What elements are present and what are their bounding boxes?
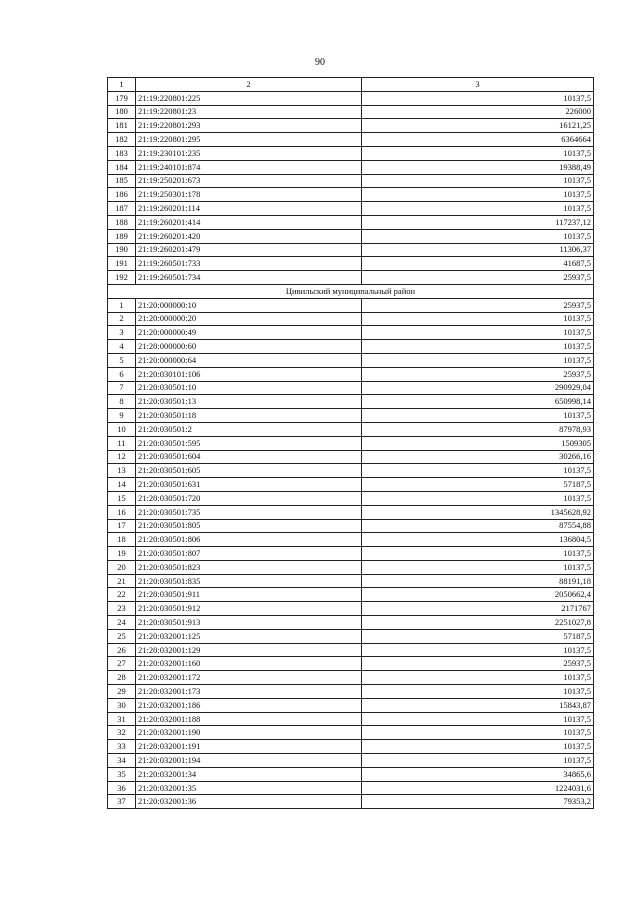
table-row (108, 395, 594, 409)
row-number: 183 (108, 146, 136, 160)
row-number: 10 (108, 422, 136, 436)
cadastral-value: 10137,5 (362, 491, 594, 505)
row-number: 11 (108, 436, 136, 450)
cadastral-value: 25937,5 (362, 367, 594, 381)
cadastral-value: 10137,5 (362, 188, 594, 202)
cadastral-number: 21:20:030501:605 (136, 464, 362, 478)
cadastral-value: 10137,5 (362, 91, 594, 105)
table-row (108, 340, 594, 354)
cadastral-value: 25937,5 (362, 657, 594, 671)
table-row (108, 560, 594, 574)
cadastral-value: 10137,5 (362, 202, 594, 216)
table-row (108, 202, 594, 216)
cadastral-number: 21:20:032001:160 (136, 657, 362, 671)
cadastral-number: 21:20:030501:720 (136, 491, 362, 505)
cadastral-value: 10137,5 (362, 740, 594, 754)
table-row (108, 671, 594, 685)
cadastral-number: 21:20:032001:129 (136, 643, 362, 657)
cadastral-value: 10137,5 (362, 312, 594, 326)
cadastral-value: 1224031,6 (362, 781, 594, 795)
row-number: 34 (108, 754, 136, 768)
cadastral-number: 21:20:030501:913 (136, 616, 362, 630)
cadastral-value: 15843,87 (362, 698, 594, 712)
table-header-row (108, 78, 594, 92)
row-number: 24 (108, 616, 136, 630)
cadastral-number: 21:20:030101:106 (136, 367, 362, 381)
cadastral-number: 21:20:000000:20 (136, 312, 362, 326)
row-number: 182 (108, 133, 136, 147)
table-row (108, 519, 594, 533)
row-number: 27 (108, 657, 136, 671)
row-number: 13 (108, 464, 136, 478)
row-number: 6 (108, 367, 136, 381)
table-row (108, 478, 594, 492)
section-title: Цивильский муниципальный район (108, 284, 594, 298)
table-row (108, 588, 594, 602)
table-row (108, 381, 594, 395)
table-row (108, 685, 594, 699)
row-number: 26 (108, 643, 136, 657)
cadastral-number: 21:20:030501:735 (136, 505, 362, 519)
row-number: 12 (108, 450, 136, 464)
cadastral-value: 87978,93 (362, 422, 594, 436)
cadastral-value-table (107, 77, 594, 809)
row-number: 191 (108, 257, 136, 271)
cadastral-number: 21:20:030501:595 (136, 436, 362, 450)
cadastral-number: 21:20:030501:823 (136, 560, 362, 574)
row-number: 30 (108, 698, 136, 712)
table-row (108, 436, 594, 450)
cadastral-number: 21:20:032001:194 (136, 754, 362, 768)
cadastral-number: 21:19:250201:673 (136, 174, 362, 188)
cadastral-number: 21:20:032001:188 (136, 712, 362, 726)
row-number: 21 (108, 574, 136, 588)
cadastral-value: 10137,5 (362, 174, 594, 188)
cadastral-value: 10137,5 (362, 712, 594, 726)
cadastral-number: 21:20:000000:10 (136, 298, 362, 312)
table-row (108, 726, 594, 740)
cadastral-value: 290929,04 (362, 381, 594, 395)
cadastral-number: 21:20:032001:172 (136, 671, 362, 685)
cadastral-value: 2171767 (362, 602, 594, 616)
cadastral-value: 34865,6 (362, 767, 594, 781)
cadastral-value: 136804,5 (362, 533, 594, 547)
table-row (108, 298, 594, 312)
cadastral-number: 21:20:030501:806 (136, 533, 362, 547)
cadastral-number: 21:19:260501:734 (136, 271, 362, 285)
row-number: 9 (108, 409, 136, 423)
cadastral-number: 21:20:032001:125 (136, 629, 362, 643)
cadastral-value: 226000 (362, 105, 594, 119)
table-row (108, 754, 594, 768)
table-row (108, 422, 594, 436)
table-body (108, 78, 594, 809)
cadastral-number: 21:20:032001:186 (136, 698, 362, 712)
table-row (108, 409, 594, 423)
cadastral-value: 117237,12 (362, 215, 594, 229)
table-row (108, 312, 594, 326)
header-cell-number: 1 (108, 78, 136, 92)
table-row (108, 698, 594, 712)
row-number: 15 (108, 491, 136, 505)
cadastral-value: 10137,5 (362, 326, 594, 340)
cadastral-number: 21:20:000000:60 (136, 340, 362, 354)
cadastral-number: 21:19:240101:874 (136, 160, 362, 174)
row-number: 186 (108, 188, 136, 202)
cadastral-value: 10137,5 (362, 671, 594, 685)
section-header-row (108, 284, 594, 298)
table-row (108, 243, 594, 257)
table-row (108, 464, 594, 478)
cadastral-value: 10137,5 (362, 560, 594, 574)
table-row (108, 505, 594, 519)
cadastral-value: 2251027,8 (362, 616, 594, 630)
table-row (108, 740, 594, 754)
cadastral-number: 21:20:030501:10 (136, 381, 362, 395)
cadastral-value: 650998,14 (362, 395, 594, 409)
table-row (108, 781, 594, 795)
cadastral-number: 21:19:260201:420 (136, 229, 362, 243)
cadastral-number: 21:20:032001:173 (136, 685, 362, 699)
row-number: 28 (108, 671, 136, 685)
cadastral-value: 25937,5 (362, 298, 594, 312)
cadastral-number: 21:20:030501:631 (136, 478, 362, 492)
table-row (108, 602, 594, 616)
table-row (108, 326, 594, 340)
cadastral-value: 10137,5 (362, 146, 594, 160)
row-number: 37 (108, 795, 136, 809)
cadastral-number: 21:20:030501:805 (136, 519, 362, 533)
row-number: 188 (108, 215, 136, 229)
cadastral-number: 21:19:230101:235 (136, 146, 362, 160)
row-number: 185 (108, 174, 136, 188)
cadastral-value: 16121,25 (362, 119, 594, 133)
cadastral-value: 30266,16 (362, 450, 594, 464)
row-number: 190 (108, 243, 136, 257)
cadastral-value: 10137,5 (362, 340, 594, 354)
table-row (108, 795, 594, 809)
cadastral-value: 10137,5 (362, 685, 594, 699)
row-number: 3 (108, 326, 136, 340)
row-number: 18 (108, 533, 136, 547)
cadastral-number: 21:19:220801:23 (136, 105, 362, 119)
table-row (108, 367, 594, 381)
row-number: 5 (108, 353, 136, 367)
cadastral-value: 1509305 (362, 436, 594, 450)
table-row (108, 229, 594, 243)
row-number: 16 (108, 505, 136, 519)
table-row (108, 91, 594, 105)
cadastral-number: 21:19:260201:414 (136, 215, 362, 229)
table-row (108, 629, 594, 643)
cadastral-value: 57187,5 (362, 478, 594, 492)
cadastral-value: 11306,37 (362, 243, 594, 257)
page-number: 90 (315, 57, 325, 68)
row-number: 31 (108, 712, 136, 726)
table-row (108, 712, 594, 726)
table-row (108, 353, 594, 367)
table-row (108, 215, 594, 229)
table-row (108, 105, 594, 119)
cadastral-value: 19388,49 (362, 160, 594, 174)
cadastral-number: 21:20:030501:835 (136, 574, 362, 588)
header-cell-cadastral: 2 (136, 78, 362, 92)
table-row (108, 643, 594, 657)
row-number: 20 (108, 560, 136, 574)
row-number: 7 (108, 381, 136, 395)
row-number: 33 (108, 740, 136, 754)
row-number: 181 (108, 119, 136, 133)
cadastral-value: 25937,5 (362, 271, 594, 285)
row-number: 1 (108, 298, 136, 312)
cadastral-number: 21:19:220801:293 (136, 119, 362, 133)
cadastral-number: 21:20:000000:64 (136, 353, 362, 367)
cadastral-number: 21:20:030501:604 (136, 450, 362, 464)
cadastral-value: 79353,2 (362, 795, 594, 809)
table-row (108, 616, 594, 630)
cadastral-number: 21:19:260201:479 (136, 243, 362, 257)
table-row (108, 547, 594, 561)
cadastral-value: 10137,5 (362, 229, 594, 243)
table-row (108, 257, 594, 271)
row-number: 32 (108, 726, 136, 740)
table-row (108, 767, 594, 781)
table-row (108, 188, 594, 202)
cadastral-value: 57187,5 (362, 629, 594, 643)
row-number: 2 (108, 312, 136, 326)
table-row (108, 119, 594, 133)
cadastral-number: 21:20:000000:49 (136, 326, 362, 340)
cadastral-number: 21:20:032001:34 (136, 767, 362, 781)
header-cell-value: 3 (362, 78, 594, 92)
table-row (108, 491, 594, 505)
table-row (108, 160, 594, 174)
table-row (108, 657, 594, 671)
row-number: 22 (108, 588, 136, 602)
cadastral-value: 10137,5 (362, 547, 594, 561)
cadastral-number: 21:20:030501:912 (136, 602, 362, 616)
cadastral-number: 21:19:220801:225 (136, 91, 362, 105)
row-number: 19 (108, 547, 136, 561)
table-row (108, 174, 594, 188)
table-row (108, 271, 594, 285)
cadastral-number: 21:19:220801:295 (136, 133, 362, 147)
cadastral-number: 21:19:260501:733 (136, 257, 362, 271)
cadastral-value: 10137,5 (362, 643, 594, 657)
row-number: 179 (108, 91, 136, 105)
cadastral-value: 10137,5 (362, 464, 594, 478)
table-row (108, 146, 594, 160)
cadastral-number: 21:20:032001:36 (136, 795, 362, 809)
cadastral-number: 21:20:032001:190 (136, 726, 362, 740)
cadastral-number: 21:20:030501:911 (136, 588, 362, 602)
table-row (108, 533, 594, 547)
row-number: 17 (108, 519, 136, 533)
row-number: 4 (108, 340, 136, 354)
row-number: 184 (108, 160, 136, 174)
cadastral-value: 10137,5 (362, 726, 594, 740)
row-number: 29 (108, 685, 136, 699)
cadastral-value: 2050662,4 (362, 588, 594, 602)
row-number: 23 (108, 602, 136, 616)
row-number: 192 (108, 271, 136, 285)
cadastral-number: 21:20:030501:807 (136, 547, 362, 561)
row-number: 187 (108, 202, 136, 216)
row-number: 25 (108, 629, 136, 643)
table-row (108, 574, 594, 588)
cadastral-value: 6364664 (362, 133, 594, 147)
cadastral-value: 1345628,92 (362, 505, 594, 519)
cadastral-number: 21:20:032001:35 (136, 781, 362, 795)
cadastral-number: 21:19:250301:178 (136, 188, 362, 202)
row-number: 36 (108, 781, 136, 795)
table-row (108, 450, 594, 464)
cadastral-value: 88191,18 (362, 574, 594, 588)
cadastral-number: 21:20:030501:18 (136, 409, 362, 423)
cadastral-value: 10137,5 (362, 353, 594, 367)
row-number: 14 (108, 478, 136, 492)
cadastral-number: 21:20:032001:191 (136, 740, 362, 754)
cadastral-value: 41687,5 (362, 257, 594, 271)
row-number: 35 (108, 767, 136, 781)
cadastral-number: 21:20:030501:2 (136, 422, 362, 436)
row-number: 180 (108, 105, 136, 119)
table-row (108, 133, 594, 147)
cadastral-value: 10137,5 (362, 754, 594, 768)
row-number: 189 (108, 229, 136, 243)
cadastral-number: 21:19:260201:114 (136, 202, 362, 216)
cadastral-value: 10137,5 (362, 409, 594, 423)
cadastral-number: 21:20:030501:13 (136, 395, 362, 409)
cadastral-value: 87554,88 (362, 519, 594, 533)
row-number: 8 (108, 395, 136, 409)
